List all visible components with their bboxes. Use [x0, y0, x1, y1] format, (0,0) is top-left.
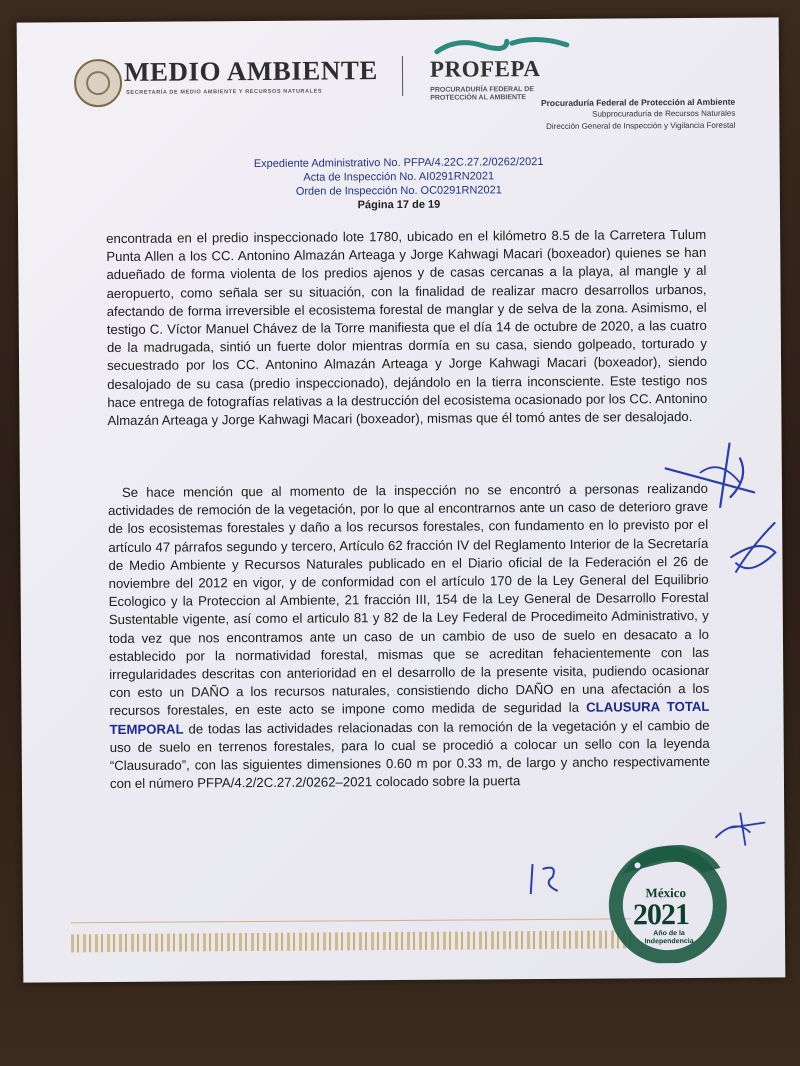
paragraph-1: encontrada en el predio inspeccionado lote 1780, ubicado en el kilómetro 8.5 de la Carretera Tulum Punta Allen a los CC. Antonino Almazán Arteaga y Jorge Kahwagi Macari (boxeador) quienes se han adueñado de forma violenta de los predios ajenos y de casas cercanas a la playa, al mangle y al aeropuerto, como señala ser su situación, con la finalidad de realizar macro desarrollos urbanos, afectando de forma irreversible el ecosistema forestal de manglar y de selva de la zona. Asimismo, el testigo C. Víctor Manuel Chávez de la Torre manifiesta que el día 14 de octubre de 2020, a las cuatro de la madrugada, sintió un fuerte dolor mientras dormía en su casa, siendo golpeado, torturado y secuestrado por los CC. Antonino Almazán Arteaga y Jorge Kahwagi Macari (boxeador), siendo desalojado de su casa (predio inspeccionado), dejándolo en la tierra inconsciente. Este testigo nos hace entrega de fotografías relativas a la destrucción del ecosistema ocasionado por los CC. Antonino Almazán Arteaga y Jorge Kahwagi Macari (boxeador), mismas que él tomó antes de ser desalojado. — [106, 226, 708, 429]
profepa-wave-logo-icon — [427, 33, 577, 58]
initials — [523, 859, 573, 899]
agency-title: PROFEPA — [429, 56, 541, 82]
agency-subtitle-line: PROCURADURÍA FEDERAL DE — [430, 86, 535, 94]
orden-line: Orden de Inspección No. OC0291RN2021 — [295, 184, 502, 198]
document-page — [17, 17, 786, 982]
page-current: 17 — [396, 198, 410, 212]
stamp-line-1: México — [645, 885, 687, 901]
agency-subtitle — [430, 86, 540, 103]
footer-line — [71, 918, 631, 923]
page-total: 19 — [427, 198, 441, 211]
office-line: Subprocuraduría de Recursos Naturales — [592, 108, 736, 119]
ministry-title: MEDIO AMBIENTE — [123, 55, 378, 87]
paragraph-2 — [108, 480, 710, 794]
footer-pattern — [71, 930, 633, 952]
national-seal-icon — [74, 59, 122, 107]
paragraph-2-text: Se hace mención que al momento de la inspección no se encontró a personas realizando actividades de remoción de la vegetación, por lo que al encontrarnos ante un caso de deterioro grave de los ecosistemas forestales y daño a los recursos forestales, con fundamento en lo previsto por el artículo 47 párrafos segundo y tercero, Artículo 62 fracción IV del Reglamento Interior de la Secretaría de Medio Ambiente y Recursos Naturales publicado en el Diario oficial de la Federación el 26 de noviembre del 2012 en vigor, y de conformidad con el artículo 170 de la Ley General del Equilibrio Ecologico y la Proteccion al Ambiente, 21 fracción III, 154 de la Ley General de Desarrollo Forestal Sustentable vigente, así como el articulo 81 y 82 de la Ley Federal de Procedimeito Administrativo, y toda vez que nos encontramos ante un caso de un cambio de uso de suelo en desacato a lo establecido por la normatividad forestal, mismas que se acreditan fehacientemente con las irregularidades descritas con anterioridad en el desarrollo de la presente visita, pudiendo ocasionar con esto un DAÑO a los recursos naturales, consistiendo dicho DAÑO en una afectación a los recursos forestales, en este acto se impone como medida de seguridad la — [108, 480, 710, 719]
office-line: Procuraduría Federal de Protección al Ambiente — [540, 96, 736, 109]
stamp-line-2: Año de la Independencia — [644, 930, 694, 946]
page-of: de — [412, 198, 425, 211]
file-reference-block — [18, 153, 780, 214]
closure-measure: CLAUSURA TOTAL TEMPORAL — [109, 699, 710, 737]
ministry-subtitle: SECRETARÍA DE MEDIO AMBIENTE Y RECURSOS NATURALES — [126, 88, 323, 96]
paragraph-2-text-end: de todas las actividades relacionadas con la remoción de la vegetación y el cambio de uso de suelo en terrenos forestales, para lo cual se procedió a colocar un sello con la leyenda “Clausurado”, con las siguientes dimensiones 0.60 m por 0.33 m, de largo y ancho respectivamente con el número PFPA/4.2/2C.27.2/0262–2021 colocado sobre la puerta — [109, 717, 710, 792]
signature-1 — [660, 437, 771, 518]
signature-2 — [720, 517, 785, 587]
office-info — [541, 96, 736, 133]
letterhead — [72, 47, 760, 162]
page-label: Página — [357, 199, 394, 212]
stamp-year: 2021 — [632, 898, 690, 932]
expediente-line: Expediente Administrativo No. PFPA/4.22C.27.2/0262/2021 — [253, 155, 544, 171]
header-divider — [402, 56, 403, 96]
agency-subtitle-line: PROTECCIÓN AL AMBIENTE — [430, 94, 527, 102]
acta-line: Acta de Inspección No. AI0291RN2021 — [303, 170, 495, 184]
office-line: Dirección General de Inspección y Vigilancia Forestal — [546, 120, 736, 131]
